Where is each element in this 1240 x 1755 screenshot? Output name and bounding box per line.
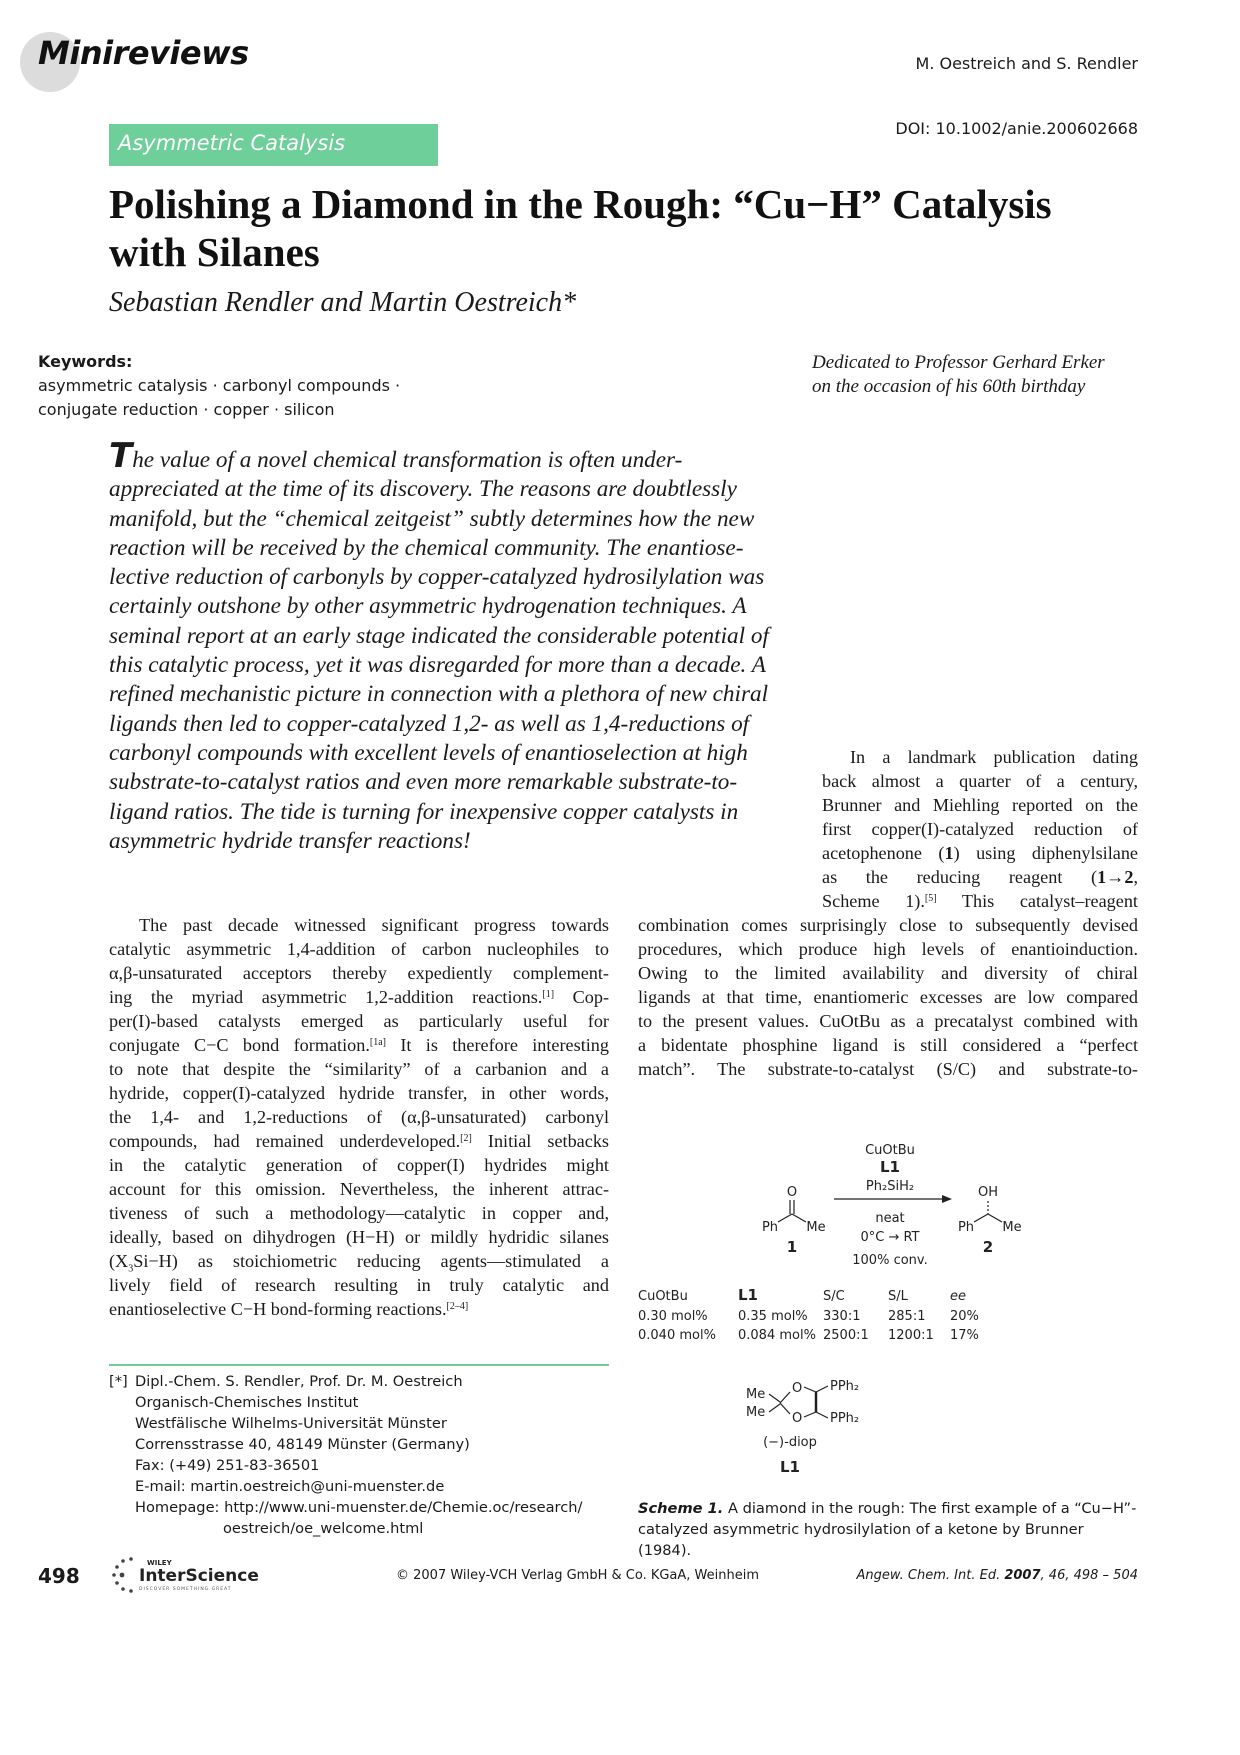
- keywords-line-2: conjugate reduction · copper · silicon: [38, 400, 335, 419]
- alcohol-oh: OH: [977, 1185, 999, 1200]
- abstract-line: carbonyl compounds with excellent levels of enantioselection at high: [109, 739, 748, 766]
- arrow-head: [942, 1195, 952, 1203]
- abstract-line: certainly outshone by other asymmetric hydrogenation techniques. A: [109, 593, 747, 620]
- logo-interscience: InterScience: [139, 1566, 259, 1586]
- journal-citation: Angew. Chem. Int. Ed. 2007, 46, 498 – 504: [856, 1568, 1138, 1583]
- abstract-line: reaction will be received by the chemical community. The enantiose-: [109, 534, 744, 561]
- body-line: compounds, had remained underdeveloped.[2] Initial setbacks: [109, 1131, 609, 1151]
- article-title: [109, 180, 1159, 276]
- copyright: © 2007 Wiley-VCH Verlag GmbH & Co. KGaA, Weinheim: [396, 1568, 760, 1583]
- scheme-caption-label: Scheme 1.: [638, 1500, 724, 1517]
- abstract-line: manifold, but the “chemical zeitgeist” subtly determines how the new: [109, 505, 755, 532]
- homepage-link[interactable]: http://www.uni-muenster.de/Chemie.oc/research/: [224, 1499, 583, 1516]
- diop-methyl-1: Me: [746, 1387, 766, 1402]
- table-cell: 0.084 mol%: [738, 1328, 816, 1343]
- homepage-link-cont[interactable]: oestreich/oe_welcome.html: [223, 1520, 424, 1537]
- body-line: The past decade witnessed significant progress towards: [139, 915, 609, 935]
- abstract-line: lective reduction of carbonyls by copper-catalyzed hydrosilylation was: [109, 564, 765, 591]
- body-line: first copper(I)-catalyzed reduction of: [822, 819, 1138, 839]
- title-line-2: with Silanes: [109, 229, 320, 275]
- table-cell: 1200:1: [888, 1328, 934, 1343]
- condition-temp: 0°C → RT: [860, 1230, 920, 1245]
- scheme-1-figure: [638, 1130, 1138, 1490]
- email[interactable]: E-mail: martin.oestreich@uni-muenster.de: [135, 1478, 445, 1495]
- reagent-cuotbu: CuOtBu: [865, 1143, 915, 1158]
- table-cell: 17%: [950, 1328, 979, 1343]
- body-line: as the reducing reagent (1→2,: [822, 867, 1138, 887]
- body-line: conjugate C−C bond formation.[1a] It is therefore interesting: [109, 1035, 609, 1055]
- table-cell: 2500:1: [823, 1328, 869, 1343]
- body-line: catalytic asymmetric 1,4-addition of carbon nucleophiles to: [109, 939, 609, 959]
- body-line: tiveness of such a methodology—catalytic in copper and,: [109, 1203, 609, 1223]
- body-left: [109, 913, 609, 1321]
- category-label: Asymmetric Catalysis: [118, 131, 346, 155]
- abstract-line: this catalytic process, yet it was disregarded for more than a decade. A: [109, 652, 766, 679]
- diop-phosphine-1: PPh₂: [830, 1379, 860, 1394]
- diop-name: (−)-diop: [763, 1435, 817, 1450]
- doi: DOI: 10.1002/anie.200602668: [895, 119, 1138, 138]
- condition-neat: neat: [875, 1211, 905, 1226]
- diop-methyl-2: Me: [746, 1405, 766, 1420]
- body-right-main: [638, 913, 1138, 1081]
- dedication-line-1: Dedicated to Professor Gerhard Erker: [812, 352, 1105, 373]
- body-line: to the present values. CuOtBu as a precatalyst combined with: [638, 1011, 1138, 1031]
- body-line: combination comes surprisingly close to subsequently devised: [638, 915, 1138, 935]
- table-header-cuotbu: CuOtBu: [638, 1289, 688, 1304]
- abstract-line: ligand ratios. The tide is turning for inexpensive copper catalysts in: [109, 798, 739, 825]
- ketone-phenyl: Ph: [761, 1220, 779, 1235]
- table-cell: 0.30 mol%: [638, 1309, 708, 1324]
- title-line-1: Polishing a Diamond in the Rough: “Cu−H” Catalysis: [109, 181, 1052, 227]
- author-affiliation-footnote: [*] Dipl.-Chem. S. Rendler, Prof. Dr. M. Oestreich Organisch-Chemisches Institut Westfälische Wilhelms-Universität Münster Corrensstrasse 40, 48149 Münster (Germany) Fax: (+49) 251-83-36501 E-mail: martin.oestreich@uni-muenster.de Homepage: http://www.uni-muenster.de/Chemie.oc/research/ oestreich/oe_welcome.html: [109, 1371, 619, 1539]
- body-line: $(X_3Si-H)$ as stoichiometric reducing agents—stimulated a: [109, 1251, 609, 1273]
- body-line: back almost a quarter of a century,: [822, 771, 1138, 791]
- table-cell: 20%: [950, 1309, 979, 1324]
- body-line: match”. The substrate-to-catalyst (S/C) and substrate-to-: [638, 1059, 1138, 1079]
- silane: Ph₂SiH₂: [865, 1179, 915, 1194]
- compound-2-label: 2: [982, 1238, 994, 1256]
- table-header-sl: S/L: [888, 1289, 908, 1304]
- logo-wiley: WILEY: [147, 1559, 172, 1567]
- body-line: procedures, which produce high levels of enantioinduction.: [638, 939, 1138, 959]
- interscience-logo: [109, 1556, 279, 1594]
- table-header-sc: S/C: [823, 1289, 845, 1304]
- table-cell: 285:1: [888, 1309, 926, 1324]
- table-header-ee: ee: [950, 1289, 966, 1304]
- body-line: ing the myriad asymmetric 1,2-addition reactions.[1] Cop-: [109, 987, 609, 1007]
- diop-oxygen-1: O: [792, 1381, 803, 1396]
- article-authors: Sebastian Rendler and Martin Oestreich*: [109, 287, 577, 318]
- body-line: enantioselective C−H bond-forming reactions.[2–4]: [109, 1299, 469, 1319]
- body-line: to note that despite the “similarity” of a carbanion and a: [109, 1059, 609, 1079]
- abstract-line: asymmetric hydride transfer reactions!: [109, 827, 471, 854]
- ketone-methyl: Me: [806, 1220, 826, 1235]
- keywords-label: Keywords:: [38, 352, 133, 371]
- running-authors: M. Oestreich and S. Rendler: [915, 54, 1138, 73]
- abstract: [109, 436, 795, 856]
- body-line: per(I)-based catalysts emerged as particularly useful for: [109, 1011, 609, 1031]
- body-line: Owing to the limited availability and diversity of chiral: [638, 963, 1138, 983]
- body-line: lively field of research resulting in truly catalytic and: [109, 1275, 609, 1295]
- body-line: the 1,4- and 1,2-reductions of (α,β-unsaturated) carbonyl: [109, 1107, 609, 1127]
- keywords-line-1: asymmetric catalysis · carbonyl compounds ·: [38, 376, 401, 395]
- page-number: 498: [38, 1564, 80, 1588]
- abstract-line: ligands then led to copper-catalyzed 1,2- as well as 1,4-reductions of: [109, 710, 750, 737]
- body-line: a bidentate phosphine ligand is still considered a “perfect: [638, 1035, 1138, 1055]
- body-line: acetophenone (1) using diphenylsilane: [822, 843, 1138, 863]
- body-line: In a landmark publication dating: [850, 747, 1138, 767]
- body-line: in the catalytic generation of copper(I) hydrides might: [109, 1155, 609, 1175]
- body-line: account for this omission. Nevertheless, the inherent attrac-: [109, 1179, 609, 1199]
- alcohol-phenyl: Ph: [957, 1220, 975, 1235]
- abstract-line: seminal report at an early stage indicated the considerable potential of: [109, 622, 769, 649]
- body-line: Brunner and Miehling reported on the: [822, 795, 1138, 815]
- body-line: Scheme 1).[5] This catalyst–reagent: [822, 891, 1138, 911]
- body-line: ligands at that time, enantiomeric excesses are low compared: [638, 987, 1138, 1007]
- footnote-rule: [109, 1364, 609, 1366]
- logo-tagline: DISCOVER SOMETHING GREAT: [139, 1587, 232, 1592]
- footnote-marker: [*]: [109, 1373, 128, 1390]
- body-line: ideally, based on dihydrogen (H−H) or mildly hydridic silanes: [109, 1227, 609, 1247]
- abstract-line: substrate-to-catalyst ratios and even more remarkable substrate-to-: [109, 769, 738, 796]
- alcohol-methyl: Me: [1002, 1220, 1022, 1235]
- ketone-oxygen: O: [786, 1185, 798, 1200]
- body-right-top: [822, 745, 1138, 913]
- dedication-line-2: on the occasion of his 60th birthday: [812, 376, 1086, 397]
- abstract-line: refined mechanistic picture in connection with a plethora of new chiral: [109, 681, 769, 708]
- abstract-line: The value of a novel chemical transformation is often under-: [109, 436, 683, 476]
- table-header-l1: L1: [738, 1286, 758, 1304]
- drop-cap: T: [109, 436, 133, 476]
- diop-oxygen-2: O: [792, 1411, 803, 1426]
- body-line: α,β-unsaturated acceptors thereby expediently complement-: [109, 963, 609, 983]
- diop-ligand-label: L1: [780, 1458, 800, 1476]
- table-cell: 0.040 mol%: [638, 1328, 716, 1343]
- table-cell: 0.35 mol%: [738, 1309, 808, 1324]
- table-cell: 330:1: [823, 1309, 861, 1324]
- section-label: Minireviews: [38, 34, 249, 72]
- condition-conversion: 100% conv.: [852, 1253, 928, 1268]
- abstract-line: appreciated at the time of its discovery. The reasons are doubtlessly: [109, 476, 737, 503]
- diop-phosphine-2: PPh₂: [830, 1411, 860, 1426]
- compound-1-label: 1: [786, 1238, 798, 1256]
- body-line: hydride, copper(I)-catalyzed hydride transfer, in other words,: [109, 1083, 609, 1103]
- scheme-caption: Scheme 1. A diamond in the rough: The first example of a “Cu−H”- catalyzed asymmetric hydrosilylation of a ketone by Brunner (1984).: [638, 1500, 1137, 1559]
- ligand-label: L1: [880, 1158, 900, 1176]
